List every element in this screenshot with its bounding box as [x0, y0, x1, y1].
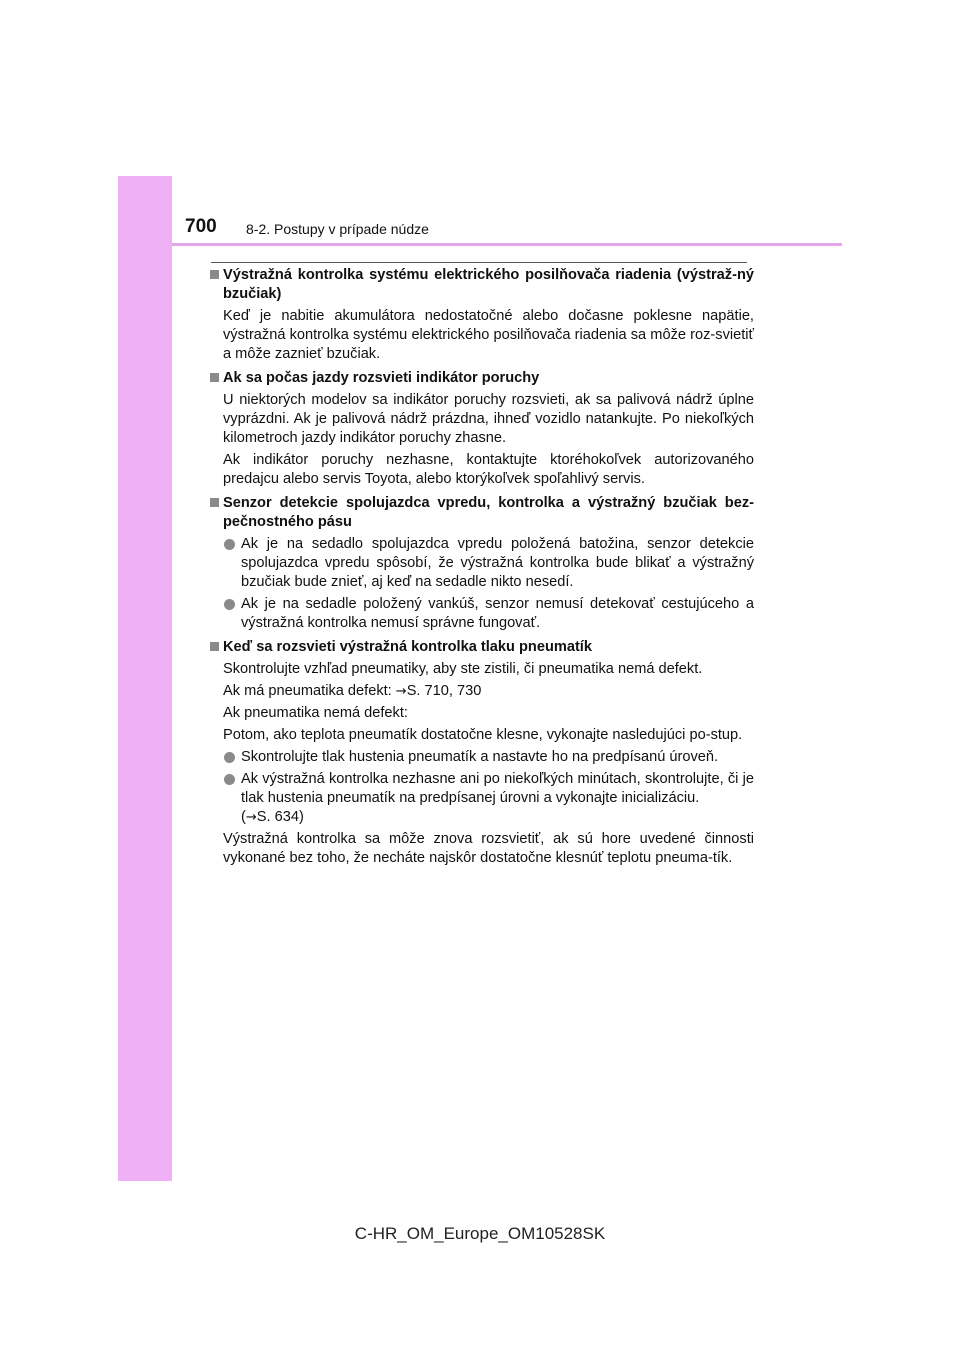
list-item: Ak je na sedadle položený vankúš, senzor nemusí detekovať cestujúceho a výstražná kontrolka nemusí správne fungovať.: [210, 595, 754, 633]
chapter-sidebar-tab: [118, 176, 172, 1181]
section-title: 8-2. Postupy v prípade núdze: [246, 221, 429, 237]
round-bullet-icon: [224, 599, 235, 610]
paragraph: Výstražná kontrolka sa môže znova rozsvietiť, ak sú hore uvedené činnosti vykonané bez toho, že necháte najskôr dostatočne klesnúť teplotu pneuma-tík.: [223, 831, 754, 866]
page-reference-link[interactable]: S. 634: [256, 809, 299, 825]
list-item: Ak výstražná kontrolka nezhasne ani po niekoľkých minútach, skontrolujte, či je tlak hustenia pneumatík na predpísanej úrovni a vykonajte inicializáciu. (→S. 634): [210, 770, 754, 827]
list-item: Skontrolujte tlak hustenia pneumatík a nastavte ho na predpísanú úroveň.: [210, 748, 754, 767]
paragraph: Potom, ako teplota pneumatík dostatočne klesne, vykonajte nasledujúci po-stup.: [223, 727, 743, 743]
heading-power-steering: Výstražná kontrolka systému elektrického posilňovača riadenia (výstraž-ný bzučiak): [210, 266, 754, 304]
paragraph: Skontrolujte vzhľad pneumatiky, aby ste zistili, či pneumatika nemá defekt.: [223, 661, 703, 677]
page-number: 700: [185, 216, 217, 237]
heading-passenger-sensor: Senzor detekcie spolujazdca vpredu, kontrolka a výstražný bzučiak bez-pečnostného pásu: [210, 494, 754, 532]
square-bullet-icon: [210, 270, 219, 279]
section-divider: [211, 262, 747, 263]
list-item: Ak je na sedadlo spolujazdca vpredu položená batožina, senzor detekcie spolujazdca vpredu spôsobí, že výstražná kontrolka bude blikať a výstražný bzučiak bude znieť, aj keď na sedadle nikto nesedí.: [210, 535, 754, 592]
page-reference-link[interactable]: S. 710, 730: [406, 683, 482, 699]
paragraph: Keď je nabitie akumulátora nedostatočné alebo dočasne poklesne napätie, výstražná kontrolka systému elektrického posilňovača riadenia sa môže roz-svietiť a môže zaznieť bzučiak.: [223, 308, 754, 362]
arrow-right-icon: →: [395, 684, 407, 699]
paragraph: Ak má pneumatika defekt: →S. 710, 730: [223, 683, 482, 699]
paragraph: Ak pneumatika nemá defekt:: [223, 705, 408, 721]
heading-malfunction-indicator: Ak sa počas jazdy rozsvieti indikátor poruchy: [210, 369, 754, 388]
round-bullet-icon: [224, 539, 235, 550]
arrow-right-icon: →: [245, 810, 257, 825]
square-bullet-icon: [210, 498, 219, 507]
paragraph: U niektorých modelov sa indikátor poruchy rozsvieti, ak sa palivová nádrž úplne vyprázdni. Ak je palivová nádrž prázdna, ihneď vozidlo natankujte. Po niekoľkých kilometroch jazdy indikátor poruchy zhasne.: [223, 392, 754, 446]
round-bullet-icon: [224, 752, 235, 763]
round-bullet-icon: [224, 774, 235, 785]
paragraph: Ak indikátor poruchy nezhasne, kontaktujte ktoréhokoľvek autorizovaného predajcu alebo servis Toyota, alebo ktorýkoľvek spoľahlivý servis.: [223, 452, 754, 487]
document-id-footer: C-HR_OM_Europe_OM10528SK: [354, 1224, 606, 1243]
square-bullet-icon: [210, 373, 219, 382]
square-bullet-icon: [210, 642, 219, 651]
header-rule: [172, 243, 842, 246]
heading-tire-pressure: Keď sa rozsvieti výstražná kontrolka tlaku pneumatík: [210, 638, 754, 657]
page-content: [210, 266, 754, 868]
